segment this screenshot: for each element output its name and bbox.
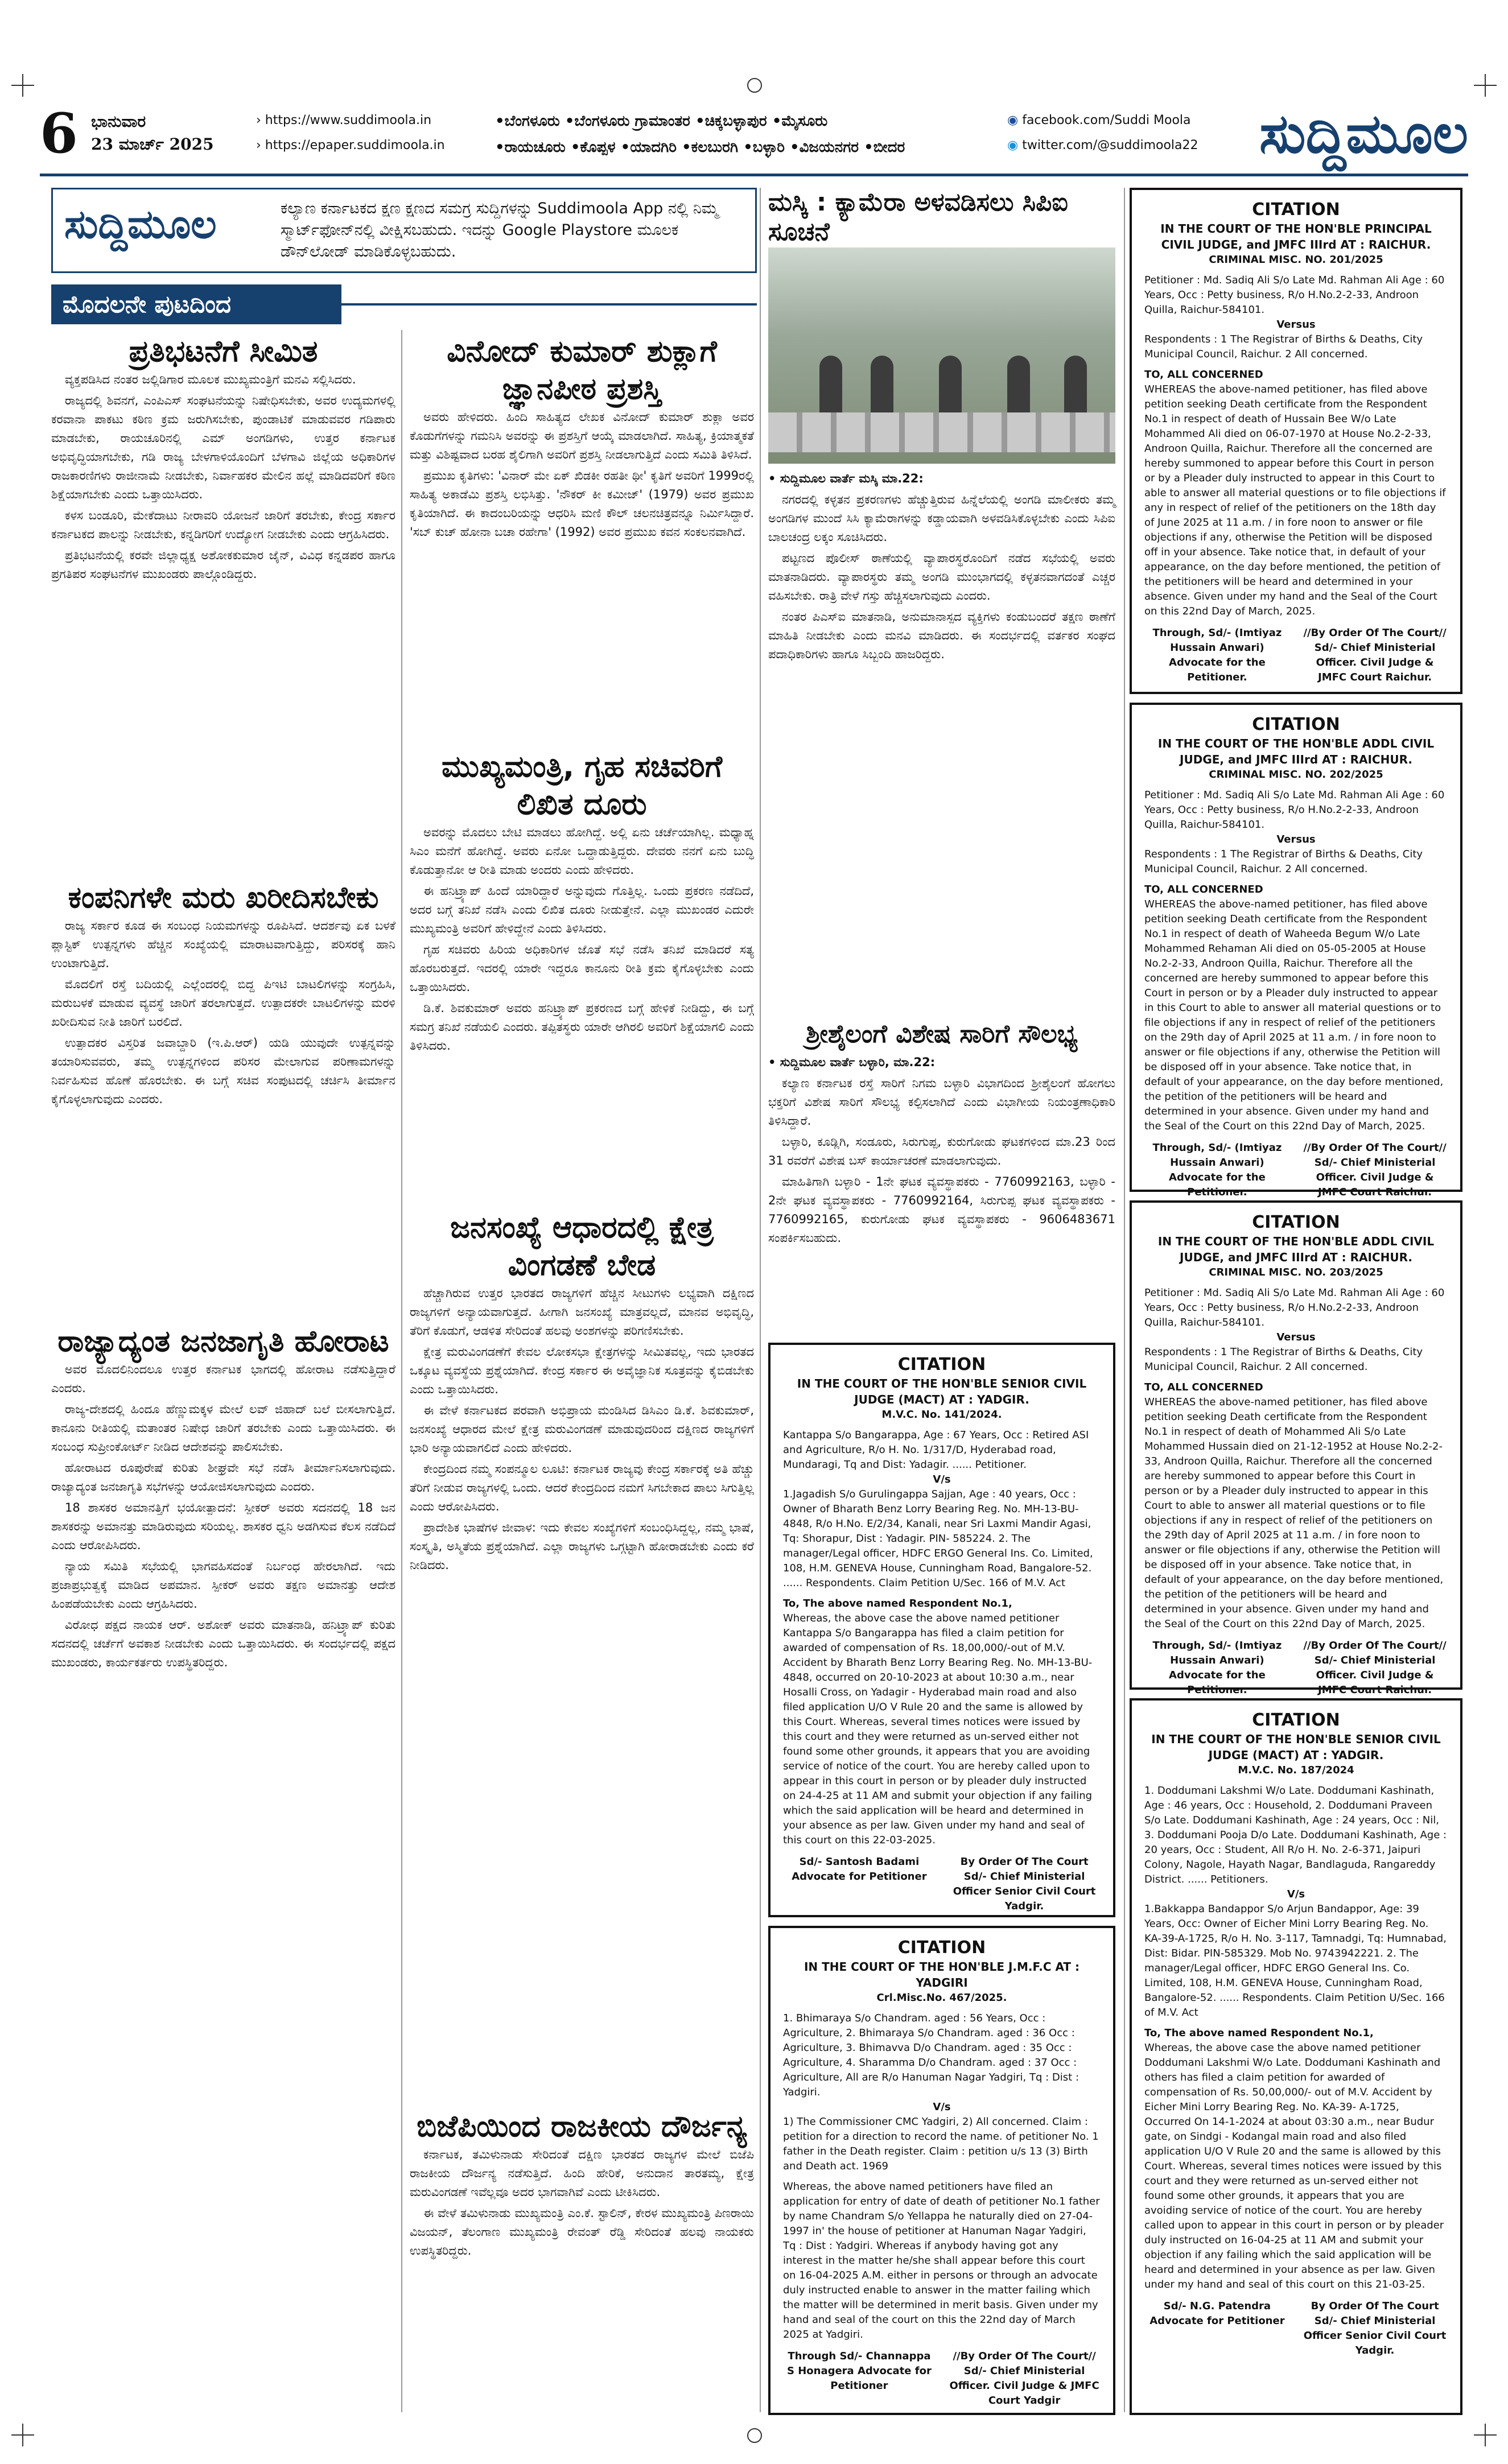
city-editions	[495, 108, 1036, 160]
citation-body: WHEREAS the above-named petitioner, has filed above petition seeking Death certificate from the Respondent No.1 in respect of death of Mohammed Ali S/o Late Mohammed Hussain died on 21-12-1952 at House No.2-2-33, Androon Quilla, Raichur. Therefore all the concerned are hereby summoned to appear before this Court in person or by a Pleader duly instructed to appear in this Court to able to answer all material questions or to file objections if any in respect of relief of the petitioners on the 29th day of April 2025 at 11 a.m. / in fore noon to answer or file objections if any, otherwise the Petition will be disposed off in your absence. Take notice that, in default of your appearance, on the day before mentioned, the petition of the petitioners will be heard and determined in your absence. Given under my hand and the Seal of the Court on this 22nd Day of March, 2025.	[1144, 1396, 1444, 1630]
social-links	[1007, 108, 1198, 158]
article-headline: ಶ್ರೀಶೈಲಂಗೆ ವಿಶೇಷ ಸಾರಿಗೆ ಸೌಲಭ್ಯ	[806, 1020, 1078, 1049]
citation-versus: V/s	[1287, 1888, 1305, 1900]
column-divider	[401, 330, 402, 2412]
crop-mark-tl	[11, 74, 34, 97]
article-bjp-atrocity	[410, 2108, 754, 2415]
banner-logo: ಸುದ್ದಿಮೂಲ	[64, 201, 217, 247]
crop-mark-bl	[11, 2424, 34, 2446]
citation-sign-right: //By Order Of The Court// Sd/- Chief Ministerial Officer. Civil Judge & JMFC Court Yadgir	[949, 2350, 1099, 2407]
issue-date-text: 23 ಮಾರ್ಚ್ 2025	[91, 135, 214, 154]
article-paragraph: ರಾಜ್ಯದಲ್ಲಿ ಶಿವನಗೆ, ಎಂಪಿಎಸ್ ಸಂಘಟನೆಯನ್ನು ನಿಷೇಧಿಸಬೇಕು, ಅವರ ಉದ್ಯಮಗಳಲ್ಲಿ ಕರವಾನಾ ಪಾಕಟು ಕಠಿಣ ಕ್ರಮ ಜರುಗಿಸಬೇಕು, ಪುಂಡಾಟಿಕೆ ಮಾಡುವವರ ಗಡಿಪಾರು ಮಾಡಬೇಕು, ರಾಯಚೂರಿನಲ್ಲಿ ಎಮ್‌ ಅಂಗಡಿಗಳು, ಉತ್ತರ ಕರ್ನಾಟಕ ಅಭಿವೃದ್ಧಿಯಾಗಬೇಕು, ಗಡಿ ರಾಜ್ಯ ಬೇಳಗಾಳಿಯೊಂದಿಗೆ ಬೆಳಗಾವಿ ಜಿಲ್ಲೆಯ ಅಧಿಕಾರಿಗಳ ರಾಜಕಾರಣಿಗಳು ರಾಜೀನಾಮೆ ನೀಡಬೇಕು, ನಿರ್ವಾಹಕರ ಮೇಲಿನ ಹಲ್ಲೆ ಮಾಡಿದವರಿಗೆ ಕಠಿಣ ಶಿಕ್ಷೆಯಾಗಬೇಕು ಎಂದು ಒತ್ತಾಯಿಸಿದರು.	[51, 394, 395, 501]
citation-case-number: CRIMINAL MISC. NO. 202/2025	[1209, 769, 1383, 781]
citation-body: Whereas, the above named petitioners have filed an application for entry of date of death of petitioner No.1 father by name Chandram S/o Yellappa he naturally died on 27-04-1997 in' the house of petitioner at Hanuman Nagar Yadgiri, Tq : Dist : Yadgiri. Whereas if anybody having got any interest in the matter he/she shall appear before this court on 16-04-2025 A.M. either in persons or through an advocate duly instructed enable to answer in the matter failing which the matter will be determined in merit basis. Given under my hand and seal of the court on this the 22nd day of March 2025 at Yadgiri.	[783, 2181, 1100, 2341]
citation-petitioner: 1. Doddumani Lakshmi W/o Late. Doddumani Kashinath, Age : 46 years, Occ : Household, 2. Doddumani Praveen S/o Late. Doddumani Kashinath, Age : 24 years, Occ : Nil, 3. Doddumani Pooja D/o Late. Doddumani Kashinath, Age : 20 years, Occ : Student, All R/o H. No. 2-6-371, Jaipuri Colony, Nagole, Hayath Nagar, Bandlaguda, Rangareddy District. ...... Petitioners.	[1144, 1785, 1447, 1885]
citation-signatures	[1144, 1638, 1448, 1698]
citation-signatures	[783, 1855, 1101, 1914]
article-paragraph: ಬಳ್ಳಾರಿ, ಕೂಡ್ಲಿಗಿ, ಸಂಡೂರು, ಸಿರುಗುಪ್ಪ, ಕುರುಗೋಡು ಘಟಕಗಳಿಂದ ಮಾ.23 ರಿಂದ 31 ರವರೆಗೆ ವಿಶೇಷ ಬಸ್ ಕಾರ್ಯಾಚರಣೆ ಮಾಡಲಾಗುವುದು.	[768, 1135, 1115, 1167]
citation-sign-left: Through, Sd/- (Imtiyaz Hussain Anwari) Advocate for the Petitioner.	[1152, 1640, 1282, 1696]
article-protest	[51, 333, 395, 873]
article-delimitation	[410, 1209, 754, 2102]
issue-date	[91, 110, 214, 156]
citation-signatures	[783, 2349, 1101, 2408]
crop-mark-br	[1474, 2424, 1497, 2446]
citation-versus: V/s	[933, 1474, 951, 1485]
citation-respondents: Respondents : 1 The Registrar of Births & Deaths, City Municipal Council, Raichur. 2 All concerned.	[1144, 333, 1423, 360]
article-paragraph: ಅವರು ಹೇಳಿದರು. ಹಿಂದಿ ಸಾಹಿತ್ಯದ ಲೇಖಕ ವಿನೋದ್ ಕುಮಾರ್ ಶುಕ್ಲಾ ಅವರ ಕೊಡುಗೆಗಳನ್ನು ಗಮನಿಸಿ ಅವರನ್ನು ಈ ಪ್ರಶಸ್ತಿಗೆ ಆಯ್ಕೆ ಮಾಡಲಾಗಿದೆ. ಸಾಹಿತ್ಯ, ಕ್ರಿಯಾತ್ಮಕತೆ ಮತ್ತು ವಿಶಿಷ್ಟವಾದ ಬರಹ ಶೈಲಿಗಾಗಿ ಅವರಿಗೆ ಪ್ರಶಸ್ತಿ ನೀಡಲಾಗುತ್ತಿದೆ ಎಂದು ಸಮಿತಿ ತಿಳಿಸಿದೆ.	[410, 410, 754, 461]
citation-title: CITATION	[1252, 200, 1340, 220]
citation-sign-right: By Order Of The Court Sd/- Chief Ministerial Officer Senior Civil Court Yadgir.	[1303, 2300, 1447, 2356]
citation-sign-left: Through, Sd/- (Imtiyaz Hussain Anwari) Advocate for the Petitioner.	[1152, 1142, 1282, 1198]
citation-sign-left: Through Sd/- Channappa S Honagera Advocate for Petitioner	[786, 2350, 932, 2392]
citation-case-number: CRIMINAL MISC. NO. 201/2025	[1209, 254, 1383, 266]
article-paragraph: ಹೋರಾಟದ ರೂಪುರೇಷೆ ಕುರಿತು ಶೀಘ್ರವೇ ಸಭೆ ನಡೆಸಿ ತೀರ್ಮಾನಿಸಲಾಗುವುದು. ರಾಜ್ಯಾದ್ಯಂತ ಜನಜಾಗೃತಿ ಸಭೆಗಳನ್ನು ಆಯೋಜಿಸಲಾಗುವುದು ಎಂದರು.	[51, 1461, 395, 1493]
citation-respondents: 1) The Commissioner CMC Yadgiri, 2) All concerned. Claim : petition for a direction to record the name. of petitioner No. 1 father in the Death register. Claim : petition u/s 13 (3) Birth and Death act. 1969	[783, 2116, 1099, 2172]
citation-notice	[768, 1343, 1115, 1917]
citation-case-number: CRIMINAL MISC. NO. 203/2025	[1209, 1266, 1383, 1278]
article-maski-camera	[768, 469, 1115, 1010]
article-paragraph: ಈ ಹನಿಟ್ರ್ಯಾಪ್ ಹಿಂದೆ ಯಾರಿದ್ದಾರೆ ಅನ್ನುವುದು ಗೊತ್ತಿಲ್ಲ. ಒಂದು ಪ್ರಕರಣ ನಡೆದಿದೆ, ಅದರ ಬಗ್ಗೆ ತನಿಖೆ ನಡೆಸಿ ಎಂದು ಲಿಖಿತ ದೂರು ನೀಡುತ್ತೇನೆ. ಎಲ್ಲಾ ಮುಖಂಡರ ಎದುರೇ ಮುಖ್ಯಮಂತ್ರಿ ಅವರಿಗೆ ಹೇಳಿದ್ದೇನೆ ಎಂದು ತಿಳಿಸಿದರು.	[410, 884, 754, 935]
article-dateline: • ಸುದ್ದಿಮೂಲ ವಾರ್ತೆ ಮಸ್ಕಿ ಮಾ.22:	[768, 472, 924, 485]
registration-mark-top	[747, 78, 762, 93]
article-paragraph: ಕರ್ನಾಟಕ, ತಮಿಳುನಾಡು ಸೇರಿದಂತೆ ದಕ್ಷಿಣ ಭಾರತದ ರಾಜ್ಯಗಳ ಮೇಲೆ ಬಿಜೆಪಿ ರಾಜಕೀಯ ದೌರ್ಜನ್ಯ ನಡೆಸುತ್ತಿದೆ. ಹಿಂದಿ ಹೇರಿಕೆ, ಅನುದಾನ ತಾರತಮ್ಯ, ಕ್ಷೇತ್ರ ಮರುವಿಂಗಡಣೆ ಇವೆಲ್ಲವೂ ಅದರ ಭಾಗವಾಗಿವೆ ಎಂದು ಟೀಕಿಸಿದರು.	[410, 2148, 754, 2199]
article-paragraph: 18 ಶಾಸಕರ ಅಮಾನತ್ತಿಗೆ ಭಯೋತ್ಪಾದನೆ: ಸ್ಪೀಕರ್ ಅವರು ಸದನದಲ್ಲಿ 18 ಜನ ಶಾಸಕರನ್ನು ಅಮಾನತ್ತು ಮಾಡಿರುವುದು ಸರಿಯಲ್ಲ. ಶಾಸಕರ ಧ್ವನಿ ಅಡಗಿಸುವ ಕೆಲಸ ನಡೆದಿದೆ ಎಂದು ಆರೋಪಿಸಿದರು.	[51, 1501, 395, 1552]
article-headline: ಪ್ರತಿಭಟನೆಗೆ ಸೀಮಿತ	[129, 335, 318, 369]
article-written-complaint	[410, 748, 754, 1203]
citation-court: IN THE COURT OF THE HON'BLE ADDL CIVIL JUDGE, and JMFC IIIrd AT : RAICHUR.	[1157, 1235, 1435, 1264]
article-headline: ರಾಜ್ಯಾದ್ಯಂತ ಜನಜಾಗೃತಿ ಹೋರಾಟ	[57, 1324, 389, 1359]
facebook-icon: ◉	[1007, 113, 1019, 127]
article-srisailam-transport	[768, 1016, 1115, 1340]
article-paragraph: ನಂತರ ಪಿಎಸ್ಐ ಮಾತನಾಡಿ, ಅನುಮಾನಾಸ್ಪದ ವ್ಯಕ್ತಿಗಳು ಕಂಡುಬಂದರೆ ತಕ್ಷಣ ಠಾಣೆಗೆ ಮಾಹಿತಿ ನೀಡಬೇಕು ಎಂದು ಮನವಿ ಮಾಡಿದರು. ಈ ಸಂದರ್ಭದಲ್ಲಿ ವರ್ತಕರ ಸಂಘದ ಪದಾಧಿಕಾರಿಗಳು ಹಾಗೂ ಸಿಬ್ಬಂದಿ ಹಾಜರಿದ್ದರು.	[768, 610, 1115, 661]
citation-court: IN THE COURT OF THE HON'BLE SENIOR CIVIL JUDGE (MACT) AT : YADGIR.	[797, 1377, 1087, 1406]
citation-respondents: Respondents : 1 The Registrar of Births & Deaths, City Municipal Council, Raichur. 2 All concerned.	[1144, 1346, 1423, 1373]
article-paragraph: ರಾಜ್ಯ-ದೇಶದಲ್ಲಿ ಹಿಂದೂ ಹೆಣ್ಣುಮಕ್ಕಳ ಮೇಲೆ ಲವ್ ಜಿಹಾದ್ ಬಲೆ ಬೀಸಲಾಗುತ್ತಿದೆ. ಕಾನೂನು ರೀತಿಯಲ್ಲಿ ಮತಾಂತರ ನಿಷೇಧ ಜಾರಿಗೆ ತರಬೇಕು ಎಂದು ಒತ್ತಾಯಿಸಿದರು. ಈ ಸಂಬಂಧ ಸುಪ್ರೀಂಕೋರ್ಟ್ ನೀಡಿದ ಆದೇಶವನ್ನು ಪಾಲಿಸಬೇಕು.	[51, 1402, 395, 1454]
citation-title: CITATION	[897, 1355, 986, 1375]
issue-day: ಭಾನುವಾರ	[91, 112, 146, 131]
twitter-icon: ◉	[1007, 138, 1019, 152]
citation-case-number: Crl.Misc.No. 467/2025.	[876, 1992, 1007, 2004]
citation-respondents: 1.Jagadish S/o Gurulingappa Sajjan, Age : 40 years, Occ : Owner of Bharath Benz Lorry Bearing Reg. No. MH-13-BU-4848, R/o H.No. E/2/34, Kanali, near Sri Laxmi Mandir Agasi, Tq: Shorapur, Dist : Yadagir. PIN- 585224. 2. The manager/Legal officer, HDFC ERGO General Ins. Co. Limited, 108, H.M. GENEVA House, Cunningham Road, Bangalore-52. ...... Respondents. Claim Petition U/Sec. 166 of M.V. Act	[783, 1488, 1093, 1589]
article-headline: ಬಿಜೆಪಿಯಿಂದ ರಾಜಕೀಯ ದೌರ್ಜನ್ಯ	[417, 2110, 747, 2144]
column-divider	[760, 188, 761, 2412]
masthead-rule	[40, 174, 1468, 176]
article-companies-buyback	[51, 879, 395, 1317]
article-paragraph: ಗೃಹ ಸಚಿವರು ಹಿರಿಯ ಅಧಿಕಾರಿಗಳ ಜೊತೆ ಸಭೆ ನಡೆಸಿ ತನಿಖೆ ಮಾಡಿದರೆ ಸತ್ಯ ಹೊರಬರುತ್ತದೆ. ಇದರಲ್ಲಿ ಯಾರೇ ಇದ್ದರೂ ಕಾನೂನು ರೀತಿ ಕ್ರಮ ಕೈಗೊಳ್ಳಬೇಕು ಎಂದು ಒತ್ತಾಯಿಸಿದರು.	[410, 943, 754, 994]
citation-title: CITATION	[1252, 1212, 1340, 1232]
citation-versus: V/s	[933, 2101, 951, 2113]
citation-notice	[1130, 703, 1462, 1198]
article-paragraph: ಉತ್ಪಾದಕರ ವಿಸ್ತರಿತ ಜವಾಬ್ದಾರಿ (ಇ.ಪಿ.ಆರ್) ಯಡಿ ಯುವುದೇ ಉತ್ಪನ್ನವನ್ನು ತಯಾರಿಸುವವರು, ತಮ್ಮ ಉತ್ಪನ್ನಗಳಿಂದ ಪರಿಸರ ಮೇಲಾಗುವ ಪರಿಣಾಮಗಳನ್ನು ನಿರ್ವಹಿಸುವ ಹೊಣೆ ಹೊರಬೇಕು. ಈ ಬಗ್ಗೆ ಸಚಿವ ಸಂಪುಟದಲ್ಲಿ ಚರ್ಚಿಸಿ ತೀರ್ಮಾನ ಕೈಗೊಳ್ಳಲಾಗುವುದು ಎಂದರು.	[51, 1036, 395, 1106]
citation-to: To, The above named Respondent No.1,	[1144, 2027, 1374, 2039]
citation-body: WHEREAS the above-named petitioner, has filed above petition seeking Death certificate from the Respondent No.1 in respect of death of Hussain Bee W/o Late Mohammed Ali died on 06-07-1970 at House No.2-2-33, Androon Quilla, Raichur. Therefore all the concerned are hereby summoned to appear before this Court in person or by a Pleader duly instructed to appear in this Court to able to answer all material questions or to file objections if any in respect of relief of the petitioners on the 18th day of June 2025 at 11 a.m. / in fore noon to answer or file objections if any, otherwise the Petition will be disposed off in your absence. Take notice that, in default of your appearance, on the day before mentioned, the petition of the petitioners will be heard and determined in your absence. Given under my hand and the Seal of the Court on this 22nd Day of March, 2025.	[1144, 383, 1446, 617]
article-paragraph: ಕಳಸ ಬಂಡೂರಿ, ಮೇಕೆದಾಟು ನೀರಾವರಿ ಯೋಜನೆ ಜಾರಿಗೆ ತರಬೇಕು, ಕೇಂದ್ರ ಸರ್ಕಾರ ಕರ್ನಾಟಕದ ಪಾಲನ್ನು ನೀಡಬೇಕು, ಕನ್ನಡಿಗರಿಗೆ ಉದ್ಯೋಗ ನೀಡಬೇಕು ಎಂದು ಆಗ್ರಹಿಸಿದರು.	[51, 509, 395, 541]
column-divider	[1124, 188, 1125, 2412]
article-paragraph: ಕೇಂದ್ರದಿಂದ ನಮ್ಮ ಸಂಪನ್ಮೂಲ ಲೂಟಿ: ಕರ್ನಾಟಕ ರಾಜ್ಯವು ಕೇಂದ್ರ ಸರ್ಕಾರಕ್ಕೆ ಅತಿ ಹೆಚ್ಚು ತೆರಿಗೆ ನೀಡುವ ರಾಜ್ಯಗಳಲ್ಲಿ ಒಂದು. ಆದರೆ ಕೇಂದ್ರದಿಂದ ನಮಗೆ ಸಿಗಬೇಕಾದ ಪಾಲು ಸಿಗುತ್ತಿಲ್ಲ ಎಂದು ಆರೋಪಿಸಿದರು.	[410, 1462, 754, 1513]
article-paragraph: ಪ್ರಮುಖ ಕೃತಿಗಳು: 'ವಿನಾರ್ ಮೇ ಏಕ್ ಖಿಡಕೀ ರಹತೀ ಥೀ' ಕೃತಿಗೆ ಅವರಿಗೆ 1999ರಲ್ಲಿ ಸಾಹಿತ್ಯ ಅಕಾಡೆಮಿ ಪ್ರಶಸ್ತಿ ಲಭಿಸಿತ್ತು. 'ನೌಕರ್ ಕೀ ಕಮೀಜ್' (1979) ಅವರ ಪ್ರಮುಖ ಕೃತಿಯಾಗಿದೆ. ಈ ಕಾದಂಬರಿಯನ್ನು ಆಧರಿಸಿ ಮಣಿ ಕೌಲ್ ಚಲನಚಿತ್ರವನ್ನೂ ನಿರ್ಮಿಸಿದ್ದಾರೆ. 'ಸಬ್ ಕುಚ್ ಹೋನಾ ಬಚಾ ರಹೇಗಾ' (1992) ಅವರ ಪ್ರಮುಖ ಕವನ ಸಂಕಲನವಾಗಿದೆ.	[410, 469, 754, 539]
citation-notice	[1130, 1698, 1462, 2415]
website-links	[256, 108, 445, 158]
citation-sign-right: //By Order Of The Court// Sd/- Chief Ministerial Officer. Civil Judge & JMFC Court Raichur.	[1303, 1640, 1447, 1696]
masthead	[40, 102, 1468, 171]
cities-row-1: •ಬೆಂಗಳೂರು •ಬೆಂಗಳೂರು ಗ್ರಾಮಾಂತರ •ಚಿಕ್ಕಬಳ್ಳಾಪುರ •ಮೈಸೂರು	[495, 113, 828, 130]
article-jnanpith-award	[410, 333, 754, 742]
citation-versus: Versus	[1276, 833, 1316, 845]
citation-sign-right: //By Order Of The Court// Sd/- Chief Ministerial Officer. Civil Judge & JMFC Court Raichur.	[1303, 1142, 1447, 1198]
cities-row-2: •ರಾಯಚೂರು •ಕೊಪ್ಪಳ •ಯಾದಗಿರಿ •ಕಲಬುರಗಿ •ಬಳ್ಳಾರಿ •ವಿಜಯನಗರ •ಬೀದರ	[495, 139, 905, 156]
app-promo-banner	[51, 188, 757, 273]
citation-petitioner: 1. Bhimaraya S/o Chandram. aged : 56 Years, Occ : Agriculture, 2. Bhimaraya S/o Chandram. aged : 36 Occ : Agriculture, 3. Bhimavva D/o Chandram. aged : 35 Occ : Agriculture, 4. Sharamma D/o Chandram. aged : 37 Occ : Agriculture, All are R/o Hanuman Nagar Yadgiri, Tq : Dist : Yadgiri.	[783, 2012, 1080, 2098]
citation-respondents: 1.Bakkappa Bandappor S/o Arjun Bandappor, Age: 39 Years, Occ: Owner of Eicher Mini Lorry Bearing Reg. No. KA-39-A-1725, R/o H. No. 3-117, Tamnadgi, Tq: Humnabad, Dist: Bidar. PIN-585329. Mob No. 9743942221. 2. The manager/Legal officer, HDFC ERGO General Ins. Co. Limited, 108, H.M. GENEVA House, Cunningham Road, Bangalore-52. ...... Respondents. Claim Petition U/Sec. 166 of M.V. Act	[1144, 1903, 1447, 2019]
article-headline: ಮಸ್ಕಿ : ಕ್ಯಾಮೆರಾ ಅಳವಡಿಸಲು ಸಿಪಿಐ ಸೂಚನೆ	[768, 188, 1068, 246]
section-label: ಮೊದಲನೇ ಪುಟದಿಂದ	[51, 284, 341, 324]
citation-to: TO, ALL CONCERNED	[1144, 1381, 1263, 1393]
article-paragraph: ವ್ಯಕ್ತಪಡಿಸಿದ ನಂತರ ಜಲ್ಲಿಡಿಗಾರ ಮೂಲಕ ಮುಖ್ಯಮಂತ್ರಿಗೆ ಮನವಿ ಸಲ್ಲಿಸಿದರು.	[65, 373, 356, 386]
facebook-link[interactable]: ◉ facebook.com/Suddi Moola	[1007, 113, 1191, 127]
citation-signatures	[1144, 626, 1448, 685]
article-paragraph: ಕ್ಷೇತ್ರ ಮರುವಿಂಗಡಣೆಗೆ ಕೇವಲ ಲೋಕಸಭಾ ಕ್ಷೇತ್ರಗಳನ್ನು ಸೀಮಿತವಲ್ಲ, ಇದು ಭಾರತದ ಒಕ್ಕೂಟ ವ್ಯವಸ್ಥೆಯ ಪ್ರಶ್ನೆಯಾಗಿದೆ. ಕೇಂದ್ರ ಸರ್ಕಾರ ಈ ಅವೈಜ್ಞಾನಿಕ ಸೂತ್ರವನ್ನು ಕೈಬಿಡಬೇಕು ಎಂದು ಒತ್ತಾಯಿಸಿದರು.	[410, 1345, 754, 1396]
citation-court: IN THE COURT OF THE HON'BLE SENIOR CIVIL JUDGE (MACT) AT : YADGIR.	[1151, 1732, 1441, 1762]
citation-to: To, The above named Respondent No.1,	[783, 1598, 1012, 1609]
registration-mark-bottom	[747, 2428, 762, 2443]
citation-respondents: Respondents : 1 The Registrar of Births & Deaths, City Municipal Council, Raichur. 2 All concerned.	[1144, 848, 1423, 875]
article-headline: ವಿನೋದ್ ಕುಮಾರ್ ಶುಕ್ಲಾಗೆ ಜ್ಞಾನಪೀಠ ಪ್ರಶಸ್ತಿ	[447, 335, 717, 406]
citation-petitioner: Kantappa S/o Bangarappa, Age : 67 Years, Occ : Retired ASI and Agriculture, R/o H. No. 1/317/D, Hyderabad road, Mundaragi, Tq and Dist: Yadagir. ...... Petitioner.	[783, 1429, 1089, 1471]
article-paragraph: ವಿರೋಧ ಪಕ್ಷದ ನಾಯಕ ಆರ್. ಅಶೋಕ್ ಅವರು ಮಾತನಾಡಿ, ಹನಿಟ್ರ್ಯಾಪ್ ಕುರಿತು ಸದನದಲ್ಲಿ ಚರ್ಚೆಗೆ ಅವಕಾಶ ನೀಡಬೇಕು ಎಂದು ಒತ್ತಾಯಿಸಿದರು. ಈ ಸಂದರ್ಭದಲ್ಲಿ ಪಕ್ಷದ ಮುಖಂಡರು, ಕಾರ್ಯಕರ್ತರು ಉಪಸ್ಥಿತರಿದ್ದರು.	[51, 1618, 395, 1669]
banner-text: ಕಲ್ಯಾಣ ಕರ್ನಾಟಕದ ಕ್ಷಣ ಕ್ಷಣದ ಸಮಗ್ರ ಸುದ್ದಿಗಳನ್ನು Suddimoola App ನಲ್ಲಿ ನಿಮ್ಮ ಸ್ಮಾರ್ಟ್‌ಫೋನ್‌ನಲ್ಲಿ ವೀಕ್ಷಿಸಬಹುದು. ಇದನ್ನು Google Playstore ಮೂಲಕ ಡೌನ್‌ಲೋಡ್ ಮಾಡಿಕೊಳ್ಳಬಹುದು.	[281, 200, 719, 261]
article-statewide-awareness	[51, 1323, 395, 2415]
citation-versus: Versus	[1276, 1331, 1316, 1343]
article-maski-camera-headline	[768, 188, 1115, 247]
citation-signatures	[1144, 2299, 1448, 2358]
citation-petitioner: Petitioner : Md. Sadiq Ali S/o Late Md. Rahman Ali Age : 60 Years, Occ : Petty business, R/o H.No.2-2-33, Androon Quilla, Raichur-584101.	[1144, 1287, 1445, 1328]
article-headline: ಜನಸಂಖ್ಯೆ ಆಧಾರದಲ್ಲಿ ಕ್ಷೇತ್ರ ವಿಂಗಡಣೆ ಬೇಡ	[450, 1211, 714, 1282]
citation-court: IN THE COURT OF THE HON'BLE PRINCIPAL CIVIL JUDGE, and JMFC IIIrd AT : RAICHUR.	[1160, 222, 1432, 251]
citation-versus: Versus	[1276, 319, 1316, 331]
website-link[interactable]: › https://www.suddimoola.in	[256, 113, 432, 127]
article-paragraph: ನಗರದಲ್ಲಿ ಕಳ್ಳತನ ಪ್ರಕರಣಗಳು ಹೆಚ್ಚುತ್ತಿರುವ ಹಿನ್ನೆಲೆಯಲ್ಲಿ ಅಂಗಡಿ ಮಾಲೀಕರು ತಮ್ಮ ಅಂಗಡಿಗಳ ಮುಂದೆ ಸಿಸಿ ಕ್ಯಾಮೆರಾಗಳನ್ನು ಕಡ್ಡಾಯವಾಗಿ ಅಳವಡಿಸಿಕೊಳ್ಳಬೇಕು ಎಂದು ಸಿಪಿಐ ಬಾಲಚಂದ್ರ ಲಕ್ಕಂ ಸೂಚಿಸಿದರು.	[768, 493, 1115, 544]
article-paragraph: ಕಲ್ಯಾಣ ಕರ್ನಾಟಕ ರಸ್ತೆ ಸಾರಿಗೆ ನಿಗಮ ಬಳ್ಳಾರಿ ವಿಭಾಗದಿಂದ ಶ್ರೀಶೈಲಂಗೆ ಹೋಗಲು ಭಕ್ತರಿಗೆ ವಿಶೇಷ ಸಾರಿಗೆ ಸೌಲಭ್ಯ ಕಲ್ಪಿಸಲಾಗಿದೆ ಎಂದು ವಿಭಾಗೀಯ ನಿಯಂತ್ರಣಾಧಿಕಾರಿ ತಿಳಿಸಿದ್ದಾರೆ.	[768, 1076, 1115, 1128]
article-paragraph: ರಾಜ್ಯ ಸರ್ಕಾರ ಕೂಡ ಈ ಸಂಬಂಧ ನಿಯಮಗಳನ್ನು ರೂಪಿಸಿದೆ. ಆದರ್ಶವು ಏಕ ಬಳಕೆ ಪ್ಲಾಸ್ಟಿಕ್ ಉತ್ಪನ್ನಗಳು ಹೆಚ್ಚಿನ ಸಂಖ್ಯೆಯಲ್ಲಿ ಮಾರಾಟವಾಗುತ್ತಿದ್ದು, ಪರಿಸರಕ್ಕೆ ಹಾನಿ ಉಂಟಾಗುತ್ತಿದೆ.	[51, 919, 395, 970]
article-headline: ಕಂಪನಿಗಳೇ ಮರು ಖರೀದಿಸಬೇಕು	[68, 881, 379, 915]
article-paragraph: ಮೊದಲಿಗೆ ರಸ್ತೆ ಬದಿಯಲ್ಲಿ ಎಲ್ಲೆಂದರಲ್ಲಿ ಬಿದ್ದ ಪಿಇಟಿ ಬಾಟಲಿಗಳನ್ನು ಸಂಗ್ರಹಿಸಿ, ಮರುಬಳಕೆ ಮಾಡುವ ವ್ಯವಸ್ಥೆ ಜಾರಿಗೆ ತರಲಾಗುತ್ತದೆ. ಉತ್ಪಾದಕರೇ ಬಾಟಲಿಗಳನ್ನು ಮರಳಿ ಖರೀದಿಸುವ ನೀತಿ ಜಾರಿಗೆ ಬರಲಿದೆ.	[51, 977, 395, 1029]
article-dateline: • ಸುದ್ದಿಮೂಲ ವಾರ್ತೆ ಬಳ್ಳಾರಿ, ಮಾ.22:	[768, 1055, 936, 1069]
article-paragraph: ಮಾಹಿತಿಗಾಗಿ ಬಳ್ಳಾರಿ - 1ನೇ ಘಟಕ ವ್ಯವಸ್ಥಾಪಕರು - 7760992163, ಬಳ್ಳಾರಿ - 2ನೇ ಘಟಕ ವ್ಯವಸ್ಥಾಪಕರು - 7760992164, ಸಿರುಗುಪ್ಪ ಘಟಕ ವ್ಯವಸ್ಥಾಪಕರು - 7760992165, ಕುರುಗೋಡು ಘಟಕ ವ್ಯವಸ್ಥಾಪಕರು - 9606483671 ಸಂಪರ್ಕಿಸಬಹುದು.	[768, 1175, 1115, 1245]
article-paragraph: ಅವರನ್ನು ಮೊದಲು ಬೇಟಿ ಮಾಡಲು ಹೋಗಿದ್ದೆ. ಅಲ್ಲಿ ಏನು ಚರ್ಚೆಯಾಗಿಲ್ಲ. ಮಧ್ಯಾಹ್ನ ಸಿಎಂ ಮನೆಗೆ ಹೋಗಿದ್ದೆ. ಅವರು ಏನೋ ಒದ್ದಾಡುತ್ತಿದ್ದರು. ದೇವರು ನನಗೆ ಏನು ಬುದ್ಧಿ ಕೊಡುತ್ತಾನೋ ಆ ರೀತಿ ಮಾಡು ಅಂದರು ಎಂದು ಹೇಳಿದರು.	[410, 826, 754, 877]
newspaper-logo: ಸುದ್ದಿಮೂಲ	[1259, 102, 1468, 166]
article-paragraph: ಪ್ರತಿಭಟನೆಯಲ್ಲಿ ಕರವೇ ಜಿಲ್ಲಾಧ್ಯಕ್ಷ ಅಶೋಕಕುಮಾರ ಜೈನ್, ವಿವಿಧ ಕನ್ನಡಪರ ಹಾಗೂ ಪ್ರಗತಿಪರ ಸಂಘಟನೆಗಳ ಮುಖಂಡರು ಪಾಲ್ಗೊಂಡಿದ್ದರು.	[51, 548, 395, 581]
article-paragraph: ಡಿ.ಕೆ. ಶಿವಕುಮಾರ್ ಅವರು ಹನಿಟ್ರ್ಯಾಪ್ ಪ್ರಕರಣದ ಬಗ್ಗೆ ಹೇಳಿಕೆ ನೀಡಿದ್ದು, ಈ ಬಗ್ಗೆ ಸಮಗ್ರ ತನಿಖೆ ನಡೆಯಲಿ ಎಂದರು. ತಪ್ಪಿತಸ್ಥರು ಯಾರೇ ಆಗಿರಲಿ ಅವರಿಗೆ ಶಿಕ್ಷೆಯಾಗಲಿ ಎಂದು ತಿಳಿಸಿದರು.	[410, 1001, 754, 1053]
page-number: 6	[40, 101, 78, 166]
citation-case-number: M.V.C. No. 141/2024.	[881, 1409, 1002, 1421]
citation-signatures	[1144, 1141, 1448, 1200]
citation-petitioner: Petitioner : Md. Sadiq Ali S/o Late Md. Rahman Ali Age : 60 Years, Occ : Petty business, R/o H.No.2-2-33, Androon Quilla, Raichur-584101.	[1144, 274, 1445, 316]
citation-to: TO, ALL CONCERNED	[1144, 884, 1263, 895]
citation-case-number: M.V.C. No. 187/2024	[1238, 1764, 1354, 1776]
citation-sign-right: By Order Of The Court Sd/- Chief Ministerial Officer Senior Civil Court Yadgir.	[953, 1856, 1096, 1912]
article-headline: ಮುಖ್ಯಮಂತ್ರಿ, ಗೃಹ ಸಚಿವರಿಗೆ ಲಿಖಿತ ದೂರು	[441, 750, 723, 822]
citation-sign-left: Sd/- N.G. Patendra Advocate for Petitioner	[1149, 2300, 1285, 2327]
citation-notice	[1130, 188, 1462, 694]
citation-notice	[768, 1926, 1115, 2415]
citation-body: Whereas, the above case the above named petitioner Kantappa S/o Bangarappa has filed a claim petition for awarded of compensation of Rs. 18,00,000/-out of M.V. Accident by Bharath Benz Lorry Bearing Reg. No. MH-13-BU-4848, occurred on 20-10-2023 at about 10:30 a.m., near Hosalli Cross, on Yadagir - Hyderabad main road and also filed application U/O V Rule 20 and the same is allowed by this Court. Whereas, several times notices were issued by this court and they were returned as un-served either not found some other grounds, it appears that you are avoiding service of notice of the court. You are hereby called upon to appear in this court in person or by pleader duly instructed on 24-4-25 at 11 AM and submit your objection if any failing which the said application will be heard and determined in your absence as per law. Given under my hand and seal of this court on this 22-03-2025.	[783, 1612, 1093, 1846]
section-rule	[341, 303, 757, 306]
news-photo	[768, 247, 1115, 464]
crop-mark-tr	[1474, 74, 1497, 97]
citation-notice	[1130, 1200, 1462, 1696]
citation-body: Whereas, the above case the above named petitioner Doddumani Lakshmi W/o Late. Doddumani Kashinath and others has filed a claim petition for awarded of compensation of Rs. 50,00,000/- out of M.V. Accident by Eicher Mini Lorry Bearing Reg. No. KA-39- A-1725, Occurred On 14-1-2024 at about 03:30 a.m., near Budur gate, on Sindgi - Kodangal main road and also filed application U/O V Rule 20 and the same is allowed by this Court. Whereas, several times notices were issued by this court and they were returned as un-served either not found some other grounds, it appears that you are avoiding service of notice of the court. You are hereby called upon to appear in this court in person or by pleader duly instructed on 16-04-25 at 11 AM and submit your objection if any failing which the said application will be heard and determined in your absence as per law. Given under my hand and seal of this court on this 21-03-25.	[1144, 2042, 1444, 2290]
citation-sign-left: Through, Sd/- (Imtiyaz Hussain Anwari) Advocate for the Petitioner.	[1152, 627, 1282, 683]
article-paragraph: ನ್ಯಾಯ ಸಮಿತಿ ಸಭೆಯಲ್ಲಿ ಭಾಗವಹಿಸದಂತೆ ನಿರ್ಬಂಧ ಹೇರಲಾಗಿದೆ. ಇದು ಪ್ರಜಾಪ್ರಭುತ್ವಕ್ಕೆ ಮಾಡಿದ ಅಪಮಾನ. ಸ್ಪೀಕರ್ ಅವರು ತಕ್ಷಣ ಅಮಾನತ್ತು ಆದೇಶ ಹಿಂಪಡೆಯಬೇಕು ಎಂದು ಆಗ್ರಹಿಸಿದರು.	[51, 1559, 395, 1611]
citation-title: CITATION	[1252, 715, 1340, 734]
citation-body: WHEREAS the above-named petitioner, has filed above petition seeking Death certificate from the Respondent No.1 in respect of death of Waheeda Begum W/o Late Mohammed Rehaman Ali died on 05-05-2005 at House No.2-2-33, Androon Quilla, Raichur. Therefore all the concerned are hereby summoned to appear before this Court in person or by a Pleader duly instructed to appear in this Court to able to answer all material questions or to file objections if any in respect of relief of the petitioners on the 29th day of April 2025 at 11 a.m. / in fore noon to answer or file objections if any, otherwise the Petition will be disposed off in your absence. Take notice that, in default of your appearance, on the day before mentioned, the petition of the petitioners will be heard and determined in your absence. Given under my hand and the Seal of the Court on this 22nd Day of March, 2025.	[1144, 898, 1444, 1132]
article-paragraph: ಈ ವೇಳೆ ಕರ್ನಾಟಕದ ಪರವಾಗಿ ಅಭಿಪ್ರಾಯ ಮಂಡಿಸಿದ ಡಿಸಿಎಂ ಡಿ.ಕೆ. ಶಿವಕುಮಾರ್, ಜನಸಂಖ್ಯೆ ಆಧಾರದ ಮೇಲೆ ಕ್ಷೇತ್ರ ಮರುವಿಂಗಡಣೆ ಮಾಡುವುದರಿಂದ ದಕ್ಷಿಣದ ರಾಜ್ಯಗಳಿಗೆ ಭಾರಿ ಅನ್ಯಾಯವಾಗಲಿದೆ ಎಂದು ಹೇಳಿದರು.	[410, 1404, 754, 1455]
citation-sign-left: Sd/- Santosh Badami Advocate for Petitioner	[792, 1856, 927, 1883]
twitter-link[interactable]: ◉ twitter.com/@suddimoola22	[1007, 138, 1198, 152]
article-paragraph: ಪ್ರಾದೇಶಿಕ ಭಾಷೆಗಳ ಜೀವಾಳ: ಇದು ಕೇವಲ ಸಂಖ್ಯೆಗಳಿಗೆ ಸಂಬಂಧಿಸಿದ್ದಲ್ಲ, ನಮ್ಮ ಭಾಷೆ, ಸಂಸ್ಕೃತಿ, ಅಸ್ಮಿತೆಯ ಪ್ರಶ್ನೆಯಾಗಿದೆ. ಎಲ್ಲಾ ರಾಜ್ಯಗಳು ಒಗ್ಗಟ್ಟಾಗಿ ಹೋರಾಡಬೇಕು ಎಂದು ಕರೆ ನೀಡಿದರು.	[410, 1521, 754, 1572]
article-paragraph: ಹೆಚ್ಚಾಗಿರುವ ಉತ್ತರ ಭಾರತದ ರಾಜ್ಯಗಳಿಗೆ ಹೆಚ್ಚಿನ ಸೀಟುಗಳು ಲಭ್ಯವಾಗಿ ದಕ್ಷಿಣದ ರಾಜ್ಯಗಳಿಗೆ ಅನ್ಯಾಯವಾಗುತ್ತದೆ. ಹೀಗಾಗಿ ಜನಸಂಖ್ಯೆ ಮಾತ್ರವಲ್ಲದೆ, ಮಾನವ ಅಭಿವೃದ್ಧಿ, ತೆರಿಗೆ ಕೊಡುಗೆ, ಆಡಳಿತ ಸೇರಿದಂತೆ ಹಲವು ಅಂಶಗಳನ್ನು ಪರಿಗಣಿಸಬೇಕು.	[410, 1286, 754, 1338]
citation-title: CITATION	[897, 1938, 986, 1958]
citation-petitioner: Petitioner : Md. Sadiq Ali S/o Late Md. Rahman Ali Age : 60 Years, Occ : Petty business, R/o H.No.2-2-33, Androon Quilla, Raichur-584101.	[1144, 789, 1445, 831]
citation-court: IN THE COURT OF THE HON'BLE ADDL CIVIL JUDGE, and JMFC IIIrd AT : RAICHUR.	[1157, 737, 1435, 766]
citation-court: IN THE COURT OF THE HON'BLE J.M.F.C AT : YADGIRI	[804, 1960, 1080, 1990]
citation-title: CITATION	[1252, 1710, 1340, 1730]
article-paragraph: ಅವರ ಮೊದಲಿನಿಂದಲೂ ಉತ್ತರ ಕರ್ನಾಟಕ ಭಾಗದಲ್ಲಿ ಹೋರಾಟ ನಡೆಸುತ್ತಿದ್ದಾರೆ ಎಂದರು.	[51, 1363, 395, 1395]
epaper-link[interactable]: › https://epaper.suddimoola.in	[256, 138, 445, 152]
article-paragraph: ಈ ವೇಳೆ ತಮಿಳುನಾಡು ಮುಖ್ಯಮಂತ್ರಿ ಎಂ.ಕೆ. ಸ್ಟಾಲಿನ್, ಕೇರಳ ಮುಖ್ಯಮಂತ್ರಿ ಪಿಣರಾಯಿ ವಿಜಯನ್, ತೆಲಂಗಾಣ ಮುಖ್ಯಮಂತ್ರಿ ರೇವಂತ್ ರೆಡ್ಡಿ ಸೇರಿದಂತೆ ಹಲವು ನಾಯಕರು ಉಪಸ್ಥಿತರಿದ್ದರು.	[410, 2206, 754, 2257]
article-paragraph: ಪಟ್ಟಣದ ಪೊಲೀಸ್ ಠಾಣೆಯಲ್ಲಿ ವ್ಯಾಪಾರಸ್ಥರೊಂದಿಗೆ ನಡೆದ ಸಭೆಯಲ್ಲಿ ಅವರು ಮಾತನಾಡಿದರು. ವ್ಯಾಪಾರಸ್ಥರು ತಮ್ಮ ಅಂಗಡಿ ಮುಂಭಾಗದಲ್ಲಿ ಕಳ್ಳತನವಾಗದಂತೆ ಎಚ್ಚರ ವಹಿಸಬೇಕು. ರಾತ್ರಿ ವೇಳೆ ಗಸ್ತು ಹೆಚ್ಚಿಸಲಾಗುವುದು ಎಂದರು.	[768, 551, 1115, 602]
citation-to: TO, ALL CONCERNED	[1144, 369, 1263, 381]
citation-sign-right: //By Order Of The Court// Sd/- Chief Ministerial Officer. Civil Judge & JMFC Court Raichur.	[1303, 627, 1447, 683]
